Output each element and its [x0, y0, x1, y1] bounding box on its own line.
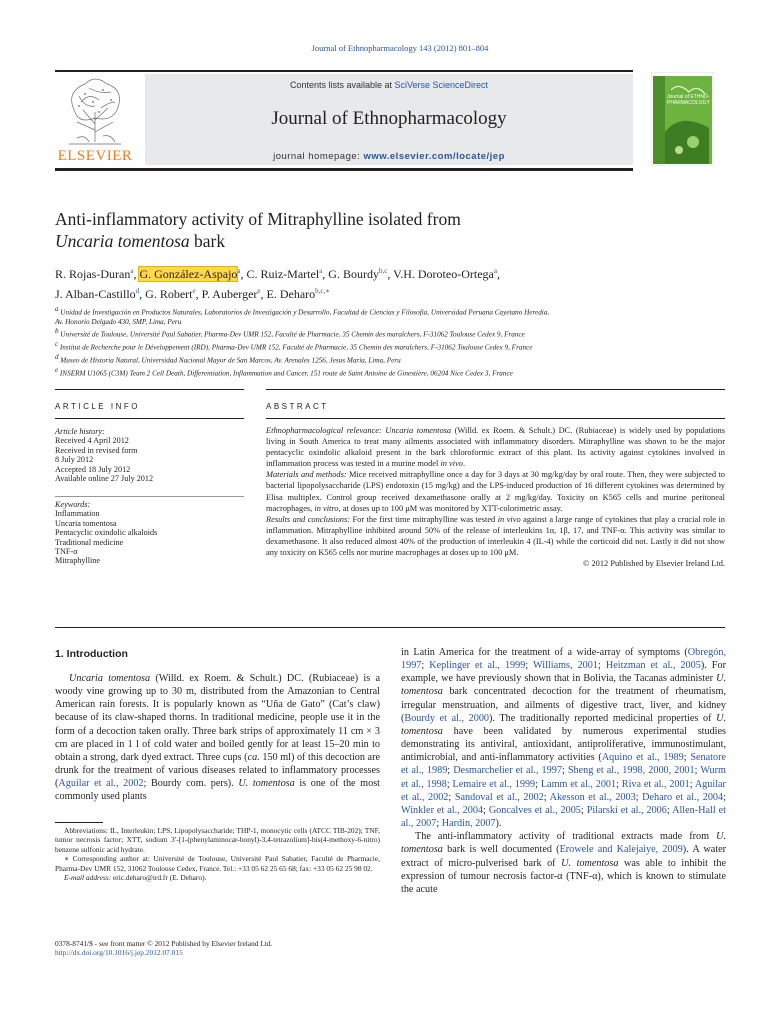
ref-heitzman-2005[interactable]: Heitzman et al., 2005: [605, 660, 701, 672]
ref-aguilar-2002[interactable]: Aguilar et al., 2002: [58, 778, 144, 790]
header-top-rule: [55, 70, 633, 72]
keyword-item: Uncaria tomentosa: [55, 518, 117, 528]
author-name[interactable]: P. Auberger: [201, 287, 258, 301]
author-affiliation-marker[interactable]: a: [493, 267, 497, 275]
relevance-end: .: [463, 459, 466, 469]
contents-line: [145, 80, 633, 90]
keyword-item: Pentacyclic oxindolic alkaloids: [55, 528, 158, 538]
authors-line-2: [55, 283, 715, 303]
author-separator: ,: [260, 287, 267, 301]
author-separator: ,: [139, 287, 146, 301]
ref-lamm-2001[interactable]: Lamm et al., 2001: [540, 778, 617, 790]
ref-senatore-1989[interactable]: Senatore et al., 1989: [401, 752, 726, 777]
history-label: Article history:: [55, 427, 105, 436]
author-affiliation-marker[interactable]: b,c,∗: [315, 287, 331, 295]
relevance-species: Uncaria tomentosa: [381, 426, 452, 435]
affiliation-text: Université de Toulouse, Université Paul Sabatier, Pharma-Dev UMR 152, Faculté de Pharmacie, 35 Chemin des maraîchers, F-31062 Toulouse Cedex 9, France: [60, 330, 525, 339]
keywords-label: Keywords:: [55, 500, 91, 509]
author-name[interactable]: J. Alban-Castillo: [55, 287, 136, 301]
affiliation-text: Unidad de Investigación en Productos Naturales, Laboratorios de Investigación y Desarrollo, Facultad de Ciencias y Filosofía, Universidad Peruana Cayetano Heredia,: [60, 308, 550, 317]
article-info-mid-rule: [55, 418, 244, 419]
methods-label: Materials and methods:: [266, 470, 347, 480]
results-in-vivo: in vivo: [497, 514, 521, 524]
keyword-item: Inflammation: [55, 509, 100, 519]
ref-winkler-2004[interactable]: Winkler et al., 2004: [401, 804, 484, 816]
affiliations: [55, 305, 715, 379]
homepage-link[interactable]: www.elsevier.com/locate/jep: [363, 151, 505, 162]
affiliation-text: INSERM U1065 (C3M) Team 2 Cell Death, Differentiation, Inflammation and Cancer, 151 route de Saint Antoine de Ginestière, 06204 Nice Cedex 3, France: [59, 369, 513, 378]
ref-bourdy-2000[interactable]: Bourdy et al., 2000: [404, 712, 490, 724]
title-line-2: [55, 230, 715, 252]
journal-cover-image: [651, 72, 714, 166]
keyword-item: Traditional medicine: [55, 537, 124, 547]
author-separator: ,: [322, 267, 329, 281]
keyword-item: Mitraphylline: [55, 556, 101, 566]
footnote-rule: [55, 822, 103, 823]
author-affiliation-marker[interactable]: a: [130, 267, 134, 275]
history-item: 8 July 2012: [55, 455, 94, 465]
abstract-label: ABSTRACT: [266, 402, 329, 411]
ref-wurm-1998[interactable]: Wurm et al., 1998: [401, 765, 726, 790]
elsevier-logo: [55, 72, 135, 166]
ref-erowele-2009[interactable]: Erowele and Kalejaiye, 2009: [559, 844, 683, 856]
abstract-mid-rule: [266, 418, 725, 419]
ref-aguilar-2002b[interactable]: Aguilar et al., 2002: [401, 778, 726, 803]
affiliation-marker: c: [55, 340, 59, 349]
abstract-text: [266, 425, 725, 569]
ref-sheng-1998[interactable]: Sheng et al., 1998, 2000, 2001: [567, 765, 695, 777]
results-text-1: For the first time mitraphylline was tested: [350, 514, 498, 524]
affiliation-item: [55, 327, 715, 340]
ref-lemaire-1999[interactable]: Lemaire et al., 1999: [452, 778, 536, 790]
abstract-results: [266, 514, 725, 558]
author-name[interactable]: V.H. Doroteo-Ortega: [393, 267, 494, 281]
footnote-abbreviations: Abbreviations: IL, Interleukin; LPS, Lipopolysaccharide; THP-1, monocytic cells (ATCC TIB-202); TNF, tumor necrosis factor; XTT, sodium 3′-[1-(phenylaminocar-bonyl)-3,4-tetrazolium]-bis(4-methoxy-6-nitro) benzene sulfonic acid hydrate.: [55, 826, 380, 854]
author-separator: ,: [240, 267, 247, 281]
keywords-rule: [55, 496, 244, 497]
journal-cover-icon: [651, 72, 714, 166]
ref-goncalves-2005[interactable]: Goncalves et al., 2005: [488, 804, 581, 816]
affiliation-item: [55, 305, 715, 318]
front-matter: [55, 939, 395, 958]
article-title: [55, 208, 715, 252]
abstract-copyright: © 2012 Published by Elsevier Ireland Ltd.: [583, 559, 725, 569]
ref-sandoval-2002[interactable]: Sandoval et al., 2002: [454, 791, 544, 803]
affiliation-text: Museo de Historia Natural, Universidad Nacional Mayor de San Marcos, Av. Arenales 1256, Jesus Maria, Lima, Peru: [60, 356, 401, 365]
author-list: [55, 263, 715, 303]
author-name[interactable]: G. Bourdy: [328, 267, 379, 281]
author-name[interactable]: G. Robert: [145, 287, 193, 301]
footnotes: [55, 826, 380, 882]
author-affiliation-marker[interactable]: a: [319, 267, 323, 275]
doi-link[interactable]: http://dx.doi.org/10.1016/j.jep.2012.07.015: [55, 948, 183, 958]
affiliation-marker: b: [55, 327, 59, 336]
journal-title: Journal of Ethnopharmacology: [271, 108, 507, 129]
email-address[interactable]: eric.deharo@ird.fr (E. Deharo).: [111, 873, 207, 883]
author-separator: ,: [195, 287, 202, 301]
intro-paragraph-1: Uncaria tomentosa (Willd. ex Roem. & Schult.) DC. (Rubiaceae) is a woody vine growing up to 30 m, distributed from the Amazonian to Central American rain forests. It is popularly known as “Uña de Gato” (Cat’s claw) because of its claw-shaped thorns. In traditional medicine, people use it in the form of a decoction taken orally. Three bark strips of approximately 11 cm × 3 cm are placed in 1 l of cold water and boiled gently for at least 15–20 min to obtain a strong, dark dyed extract. Three cups (ca. 150 ml) of this decoction are drunk for the treatment of various diseases related to inflammatory processes (Aguilar et al., 2002; Bourdy com. pers). U. tomentosa is one of the most commonly used plants: [55, 673, 380, 803]
ref-allen-hall-2007[interactable]: Allen-Hall et al., 2007: [401, 804, 726, 830]
methods-text-1: Mice received mitraphylline once a day for 3 days at 30 mg/kg/day by oral route. Then, they were subjected to bacterial lipopolysaccharide (LPS) endotoxin (15 mg/kg) and the LPS-induced production of 16 different cytokines was determined by Elisa multiplex. Control group received dexamethasone orally at 2 mg/kg/day. Toxicity on K565 cells and murine peritoneal macrophages,: [266, 470, 725, 513]
contents-prefix: Contents lists available at: [289, 80, 395, 90]
introduction-heading: 1. Introduction: [55, 648, 128, 660]
abstract-top-rule: [266, 389, 725, 390]
author-separator: ,: [387, 267, 394, 281]
ref-desmarchelier-1997[interactable]: Desmarchelier et al., 1997: [453, 765, 562, 777]
author-affiliation-marker[interactable]: d: [135, 287, 140, 295]
ref-akesson-2003[interactable]: Akesson et al., 2003: [549, 791, 636, 803]
ref-williams-2001[interactable]: Williams, 2001: [533, 660, 598, 672]
journal-homepage: [145, 151, 633, 162]
author-separator: ,: [496, 267, 500, 281]
relevance-in-vivo: in vivo: [440, 459, 463, 469]
keyword-item: TNF-α: [55, 547, 78, 557]
footnote-email-line: [55, 873, 380, 882]
issn-line: 0378-8741/$ - see front matter © 2012 Published by Elsevier Ireland Ltd.: [55, 939, 273, 948]
affiliation-marker: e: [55, 366, 59, 375]
intro-paragraph-2: The anti-inflammatory activity of traditional extracts made from U. tomentosa bark is well documented (Erowele and Kalejaiye, 2009). A water extract of micro-pulverised bark of U. tomentosa was able to inhibit the expression of tumour necrosis factor-α (TNF-α), which is known to stimulate the acute: [401, 831, 727, 895]
ref-pilarski-2006[interactable]: Pilarski et al., 2006: [586, 804, 667, 816]
affiliation-marker: a: [55, 305, 59, 313]
author-affiliation-marker[interactable]: b,c: [378, 267, 388, 275]
author-name[interactable]: G. González-Aspajo: [139, 267, 238, 281]
author-separator: ,: [133, 267, 140, 281]
affiliation-text: Av. Honorio Delgado 430, SMP, Lima, Peru: [55, 317, 182, 326]
ref-riva-2001[interactable]: Riva et al., 2001: [621, 778, 690, 790]
affiliation-item: [55, 366, 715, 379]
affiliation-item: [55, 340, 715, 353]
title-species: Uncaria tomentosa: [55, 231, 190, 251]
intro-left-column: [55, 672, 380, 804]
journal-citation[interactable]: Journal of Ethnopharmacology 143 (2012) 801–804: [311, 43, 489, 53]
article-info-label: ARTICLE INFO: [55, 402, 140, 411]
abstract-bottom-rule: [55, 627, 725, 628]
title-line-1: Anti-inflammatory activity of Mitraphylline isolated from: [55, 209, 461, 229]
author-affiliation-marker[interactable]: a: [237, 267, 241, 275]
relevance-text: (Willd. ex Roem. & Schult.) DC. (Rubiaceae) is widely used by populations living in South America to treat many ailments associated with inflammatory disorders. Mitraphylline was shown to be the major pentacyclic oxindolic alkaloid present in the bark chloroformic extract of this plant. Its activity against cytokines involved in inflammation process was tested in a murine model: [266, 426, 725, 469]
ref-hardin-2007[interactable]: Hardin, 2007: [441, 818, 496, 830]
ref-obregon-1997[interactable]: Obregón, 1997: [401, 647, 726, 672]
footnote-corresponding: ∗ Corresponding author at: Université de Toulouse, Université Paul Sabatier, Faculté de Pharmacie, Pharma-Dev UMR 152, 31062 Toulouse Cedex, France. Tel.: +33 05 62 25 65 68; fax: +33 05 62 25 98 02.: [55, 854, 380, 873]
results-label: Results and conclusions:: [266, 514, 351, 524]
history-list: [55, 436, 244, 483]
email-label: E-mail address:: [64, 873, 112, 883]
ref-keplinger-1999[interactable]: Keplinger et al., 1999: [429, 660, 526, 672]
author-name[interactable]: E. Deharo: [266, 287, 316, 301]
authors-line-1: [55, 263, 715, 283]
article-info-top-rule: [55, 389, 244, 390]
ref-deharo-2004[interactable]: Deharo et al., 2004: [642, 791, 724, 803]
ref-aquino-1989[interactable]: Aquino et al., 1989: [601, 752, 684, 764]
cover-title: Journal of ETHNO-PHARMACOLOGY: [667, 94, 710, 106]
history-item: Received 4 April 2012: [55, 436, 129, 446]
history-item: Received in revised form: [55, 445, 138, 455]
author-affiliation-marker[interactable]: e: [257, 287, 261, 295]
header-bottom-rule: [55, 168, 633, 171]
affiliation-item: [55, 353, 715, 366]
affiliation-item: [55, 318, 715, 328]
author-name[interactable]: C. Ruiz-Martel: [246, 267, 320, 281]
author-name[interactable]: R. Rojas-Duran: [55, 267, 131, 281]
affiliation-marker: d: [55, 353, 59, 362]
title-rest: bark: [189, 231, 226, 251]
keywords-box: [55, 500, 244, 566]
intro-right-column: [401, 646, 726, 896]
homepage-prefix: journal homepage:: [273, 151, 364, 162]
results-text-2: against a large range of cytokines that play a crucial role in inflammation. Mitraphylline inhibited around 50% of the release of interleukins 1α, 1β, 17, and TNF-α. This activity was similar to dexamethasone. It also reduced almost 40% of the production of interleukin 4 (IL-4) while the corticoid did not. Lastly it did not show any toxicity on K565 cells nor murine macrophages at doses up to 100 μM.: [266, 514, 725, 558]
keywords-list: [55, 509, 244, 565]
abstract-methods: [266, 469, 725, 513]
abstract-relevance: [266, 425, 725, 469]
article-history: [55, 427, 244, 483]
history-item: Accepted 18 July 2012: [55, 464, 131, 474]
intro-paragraph-1-cont: in Latin America for the treatment of a wide-array of symptoms (Obregón, 1997; Keplinger et al., 1999; Williams, 2001; Heitzman et al., 2005). For example, we have previously shown that in Bolivia, the Tacanas administer U. tomentosa bark concentrated decoction for the treatment of rheumatism, irregular menstruation, and ailments of digestive tract, liver, and kidney (Bourdy et al., 2000). The traditionally reported medicinal properties of U. tomentosa have been validated by numerous experimental studies demonstrating its antiviral, antioxidant, antiproliferative, immunostimulant, antimicrobial, and anti-inflammatory activities (Aquino et al., 1989; Senatore et al., 1989; Desmarchelier et al., 1997; Sheng et al., 1998, 2000, 2001; Wurm et al., 1998; Lemaire et al., 1999; Lamm et al., 2001; Riva et al., 2001; Aguilar et al., 2002; Sandoval et al., 2002; Akesson et al., 2003; Deharo et al., 2004; Winkler et al., 2004; Goncalves et al., 2005; Pilarski et al., 2006; Allen-Hall et al., 2007; Hardin, 2007).: [401, 647, 726, 830]
author-affiliation-marker[interactable]: e: [192, 287, 196, 295]
relevance-label: Ethnopharmacological relevance:: [266, 426, 382, 435]
sciencedirect-link[interactable]: SciVerse ScienceDirect: [394, 80, 489, 90]
methods-text-2: , at doses up to 100 μM was monitored by XTT-colorimetric assay.: [338, 503, 563, 513]
affiliation-text: Institut de Recherche pour le Développement (IRD), Pharma-Dev UMR 152, Faculté de Pharmacie, 35 Chemin des maraîchers, F-31062 Toulouse Cedex 9, France: [59, 343, 533, 352]
elsevier-wordmark: ELSEVIER: [57, 148, 133, 164]
history-item: Available online 27 July 2012: [55, 474, 154, 484]
methods-in-vitro: in vitro: [314, 503, 339, 513]
